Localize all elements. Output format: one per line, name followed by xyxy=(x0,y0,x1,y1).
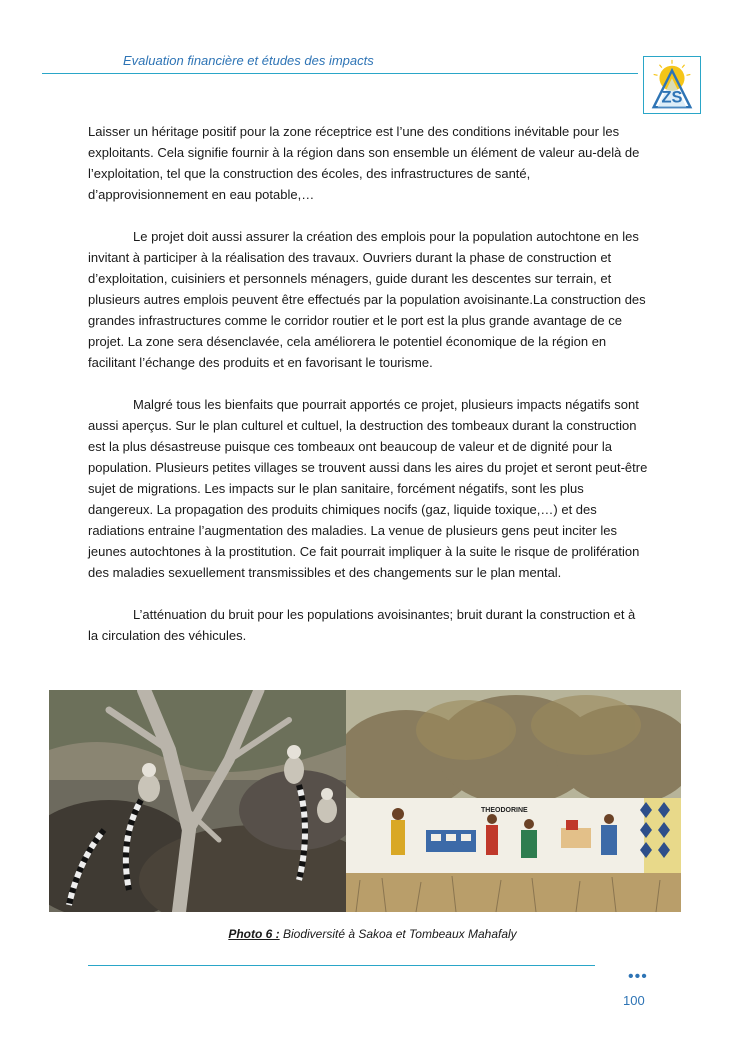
paragraph-heritage: Laisser un héritage positif pour la zone réceptrice est l’une des conditions inévitable pour les exploitants. Cela signifie fournir à la région dans son ensemble un élément de valeur au-delà de l’exploitation, tel que la construction des écoles, des infrastructures de santé, d’approvisionnement en eau potable,… xyxy=(88,124,640,202)
paragraph-impacts-negatifs: Malgré tous les bienfaits que pourrait apportés ce projet, plusieurs impacts négatifs sont aussi aperçus. Sur le plan culturel et cultuel, la destruction des tombeaux durant la construction est la plus désastreuse puisque ces tombeaux ont beaucoup de valeur et de dignité pour la population. Plusieurs petites villages se trouvent aussi dans les aires du projet et seront peut-être sujet de migrations. Les impacts sur le plan sanitaire, forcément négatifs, sont les plus dangereux. La propagation des produits chimiques nocifs (gaz, liquide toxique,…) et des radiations entraine l’augmentation des maladies. La venue de plusieurs gens peut inciter les jeunes autochtones à la prostitution. Ce fait pourrait impliquer à la suite le risque de prolifération des maladies sexuellement transmissibles et des changements sur le plan mental. xyxy=(88,397,648,580)
body-text xyxy=(88,121,648,646)
logo xyxy=(643,56,701,114)
photo-mahafaly-tomb xyxy=(346,690,681,912)
caption-label: Photo 6 : xyxy=(228,927,280,941)
zs-triangle-logo-icon xyxy=(644,57,700,113)
running-header: Evaluation financière et études des impacts xyxy=(123,53,374,68)
svg-text:ZS: ZS xyxy=(661,88,683,107)
paragraph-bruit: L’atténuation du bruit pour les populations avoisinantes; bruit durant la construction et à la circulation des véhicules. xyxy=(88,607,636,643)
svg-text:THEODORINE: THEODORINE xyxy=(481,807,528,814)
caption-text: Biodiversité à Sakoa et Tombeaux Mahafaly xyxy=(279,927,517,941)
header-rule xyxy=(42,73,638,74)
photo-caption xyxy=(0,927,745,941)
ellipsis-dots-icon: ••• xyxy=(628,968,648,985)
paragraph-emplois: Le projet doit aussi assurer la création des emplois pour la population autochtone en les invitant à participer à la réalisation des travaux. Ouvriers durant la phase de construction et d’exploitation, cuisiniers et personnels ménagers, guide durant les descentes sur terrain, et plusieurs autres emplois peuvent être effectués par la population avoisinante.La construction des grandes infrastructures comme le corridor routier et le port est la plus grande avantage de ce projet. La zone sera désenclavée, cela améliorera le potentiel économique de la région en facilitant l’échange des produits et en favorisant le tourisme. xyxy=(88,229,646,370)
photo-lemurs xyxy=(49,690,346,912)
footer-rule xyxy=(88,965,595,966)
page-number: 100 xyxy=(623,993,645,1008)
